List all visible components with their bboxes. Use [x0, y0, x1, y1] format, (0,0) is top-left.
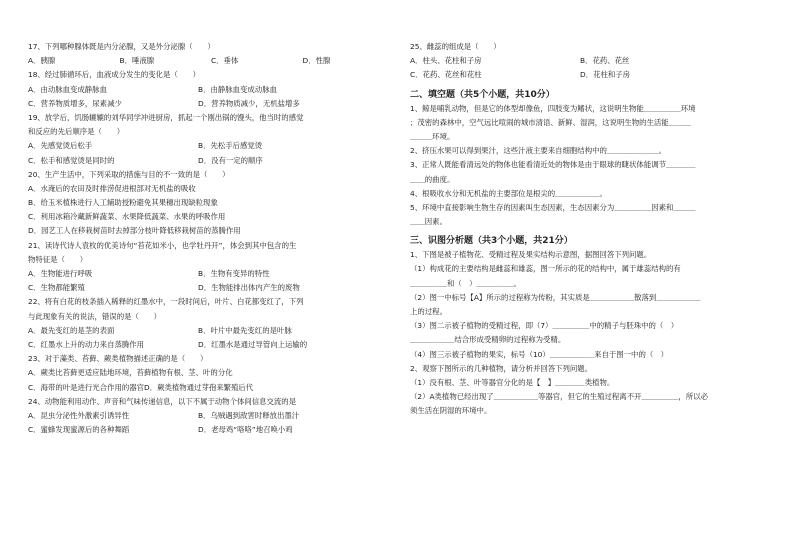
- q25-option-b: B．花药、花丝: [580, 56, 630, 66]
- q22-option-a: A．最先变红的是茎的表面: [28, 325, 115, 335]
- q25-option-c: C．花药、花丝和花柱: [410, 70, 482, 80]
- q25-stem: 25、雌蕊的组成是（ ）: [410, 42, 501, 51]
- q24-option-a: A．昆虫分泌性外激素引诱异性: [28, 410, 130, 420]
- q19-option-d: D．没有一定的顺序: [198, 155, 263, 165]
- fill-1-line-2: ；茂密的森林中，空气远比喧闹的城市清语、新鲜、湿润，这说明生物的生活能＿＿＿: [410, 117, 691, 127]
- q25-option-d: D．花柱和子房: [580, 70, 631, 80]
- p2-sub2-line-1: （2）A类植物已经出现了＿＿＿＿＿＿等器官，但它的生殖过程离不开＿＿＿＿＿，所以必: [410, 392, 708, 402]
- q21-stem-2: 物特征是（ ）: [28, 254, 88, 264]
- q18-options-cd: [28, 99, 394, 113]
- q20-option-c: C．利用冰箱冷藏新鲜蔬菜、水果降低蔬菜、水果的呼吸作用: [28, 212, 226, 222]
- q21-stem-1: 21、读诗代诗人袁枚的优美诗句“苔花如米小，也学牡丹开”，体会到其中包含的生: [28, 240, 297, 250]
- q24-option-c: C．蜜蜂发现蜜源后的各种舞蹈: [28, 425, 130, 435]
- q22-options-cd: [28, 340, 394, 354]
- q18-option-a: A．由动脉血变成静脉血: [28, 84, 107, 94]
- q21-option-a: A．生物能进行呼吸: [28, 269, 93, 278]
- q17-option-c: C．垂体: [211, 56, 239, 66]
- q24-option-d: D．老母鸡“咯咯”地召唤小鸡: [198, 425, 293, 435]
- q22-stem-1: 22、将有白花的枝条插入稀释的红墨水中，一段时间后，叶片、白花都变红了，下列: [28, 297, 304, 307]
- q21-option-d: D．生物能排出体内产生的废物: [198, 283, 300, 293]
- section-3-heading: 三、识图分析题（共3个小题，共21分）: [410, 236, 573, 247]
- section-2-heading: 二、填空题（共5个小题，共10分）: [410, 89, 555, 100]
- q17-option-a: A．胰腺: [28, 56, 56, 66]
- q25-options-cd: [410, 70, 770, 84]
- left-column: [28, 42, 394, 439]
- fill-3-line-2: ＿＿的曲度。: [410, 174, 455, 184]
- q24-options-ab: [28, 411, 394, 425]
- q22-stem-2: 与此现象有关的说法，错误的是（ ）: [28, 311, 162, 321]
- q21-options-cd: [28, 283, 394, 297]
- q25-option-a: A．柱头、花柱和子房: [410, 56, 482, 66]
- q18-option-b: B．由静脉血变成动脉血: [198, 84, 277, 94]
- fill-1-line-1: 1、鲸是哺乳动物，但是它的体型却像鱼，四肢变为鳍状，这说明生物能＿＿＿＿＿环境: [410, 103, 696, 113]
- q23-stem: 23、对于藻类、苔藓、蕨类植物描述正确的是（ ）: [28, 354, 208, 364]
- q24-option-b: B．乌贼遇到敌害时释放出墨汁: [198, 410, 300, 420]
- q19-option-c: C．松手和感觉烫是同时的: [28, 155, 115, 165]
- q18-options-ab: [28, 85, 394, 99]
- q24-options-cd: [28, 425, 394, 439]
- fill-1-line-3: ＿＿＿环境。: [410, 131, 455, 141]
- q19-options-cd: [28, 156, 394, 170]
- q18-stem: 18、经过肺循环后，血液成分发生的变化是（ ）: [28, 70, 201, 80]
- q22-options-ab: [28, 326, 394, 340]
- q19-stem-2: 和反应的先后顺序是（ ）: [28, 127, 125, 137]
- q22-option-c: C．红墨水上升的动力来自蒸腾作用: [28, 339, 145, 349]
- q22-option-b: B．叶片中最先变红的是叶脉: [198, 325, 292, 335]
- q18-option-c: C．营养物质增多，尿素减少: [28, 98, 122, 108]
- q19-options-ab: [28, 141, 394, 155]
- q17-option-d: D．性腺: [302, 56, 331, 66]
- q24-stem: 24、动物能利用动作、声音和气味传递信息，以下不属于动物个体间信息交流的是: [28, 396, 297, 406]
- q18-option-d: D．营养物质减少，无机盐增多: [198, 98, 300, 108]
- q17-stem: 17、下列哪种腺体既是内分泌腺，又是外分泌腺（ ）: [28, 42, 215, 51]
- p1-sub3-line-2: ＿＿＿＿＿＿结合形成受精卵的过程称为受精。: [410, 335, 566, 345]
- p2-sub2-line-2: 须生活在阴湿的环境中。: [410, 406, 492, 416]
- p1-sub2-line-1: （2）图一中标号【A】所示的过程称为传粉，其实质是＿＿＿＿＿＿散落到＿＿＿＿＿＿: [410, 292, 701, 302]
- q19-option-a: A．先感觉烫后松手: [28, 141, 93, 151]
- q23-option-c: C．海带的叶是进行光合作用的器官D．蕨类植物通过芽孢来繁殖后代: [28, 382, 254, 392]
- q17-option-b: B．唾液腺: [119, 56, 155, 66]
- q20-stem: 20、生产生活中，下列采取的措施与目的不一致的是（ ）: [28, 169, 230, 179]
- p2-stem: 2、观察下图所示的几种植物，请分析并回答下列问题。: [410, 363, 593, 373]
- p1-sub1-line-1: （1）构成花的主要结构是雌蕊和雄蕊，图一所示的花的结构中，属于雄蕊结构的有: [410, 264, 681, 274]
- q20-option-a: A．水淹后的农田及时排涝促进根部对无机盐的吸收: [28, 183, 196, 193]
- q19-option-b: B．先松手后感觉烫: [198, 141, 263, 151]
- q21-option-b: B．生物有变异的特性: [198, 269, 270, 278]
- q23-option-a: A．蕨类比苔藓更适应陆地环境，苔藓植物有根、茎、叶的分化: [28, 368, 233, 378]
- p1-sub3-line-1: （3）图二示被子植物的受精过程，即（7）＿＿＿＿＿中的精子与胚珠中的（ ）: [410, 321, 679, 331]
- q20-option-b: B．给玉米植株进行人工辅助授粉避免其果穗出现缺粒现象: [28, 198, 218, 208]
- fill-5-line-2: ＿＿因素。: [410, 217, 447, 227]
- q17-options: [28, 56, 394, 70]
- right-column: [410, 42, 770, 421]
- q25-options-ab: [410, 56, 770, 70]
- q22-option-d: D．红墨水是通过导管向上运输的: [198, 339, 308, 349]
- p1-sub4: （4）图三示被子植物的果实，标号（10）＿＿＿＿＿＿来自于图一中的（ ）: [410, 349, 669, 359]
- fill-2: 2、挤压水果可以得到果汁，这些汁液主要来自细胞结构中的＿＿＿＿＿＿＿。: [410, 146, 666, 156]
- p1-sub1-line-2: ＿＿＿＿＿和（ ）＿＿＿＿＿。: [410, 278, 521, 288]
- q19-stem-1: 19、放学后，饥肠辘辘的刘华同学冲进厨房，抓起一个刚出锅的馒头，他当时的感觉: [28, 112, 304, 122]
- fill-5-line-1: 5、环境中直接影响生物生存的因素叫生态因素，生态因素分为＿＿＿＿＿因素和＿＿＿: [410, 202, 696, 212]
- q20-option-d: D．园艺工人在移栽树苗时去掉部分枝叶降低移栽树苗的蒸腾作用: [28, 226, 241, 236]
- p2-sub1: （1）没有根、茎、叶等器官分化的是【 】＿＿＿＿类植物。: [410, 377, 615, 387]
- p1-sub2-line-2: 上的过程。: [410, 307, 447, 316]
- p1-stem: 1、下图是被子植物花、受精过程及果实结构示意图，据图回答下列问题。: [410, 250, 652, 260]
- fill-4: 4、根吸收水分和无机盐的主要部位是根尖的＿＿＿＿＿＿。: [410, 188, 607, 198]
- fill-3-line-1: 3、正常人既能看清远处的物体也能看清近处的物体是由于眼球的睫状体能调节＿＿＿＿: [410, 160, 696, 170]
- q21-option-c: C．生物都能繁殖: [28, 283, 85, 293]
- q21-options-ab: [28, 269, 394, 283]
